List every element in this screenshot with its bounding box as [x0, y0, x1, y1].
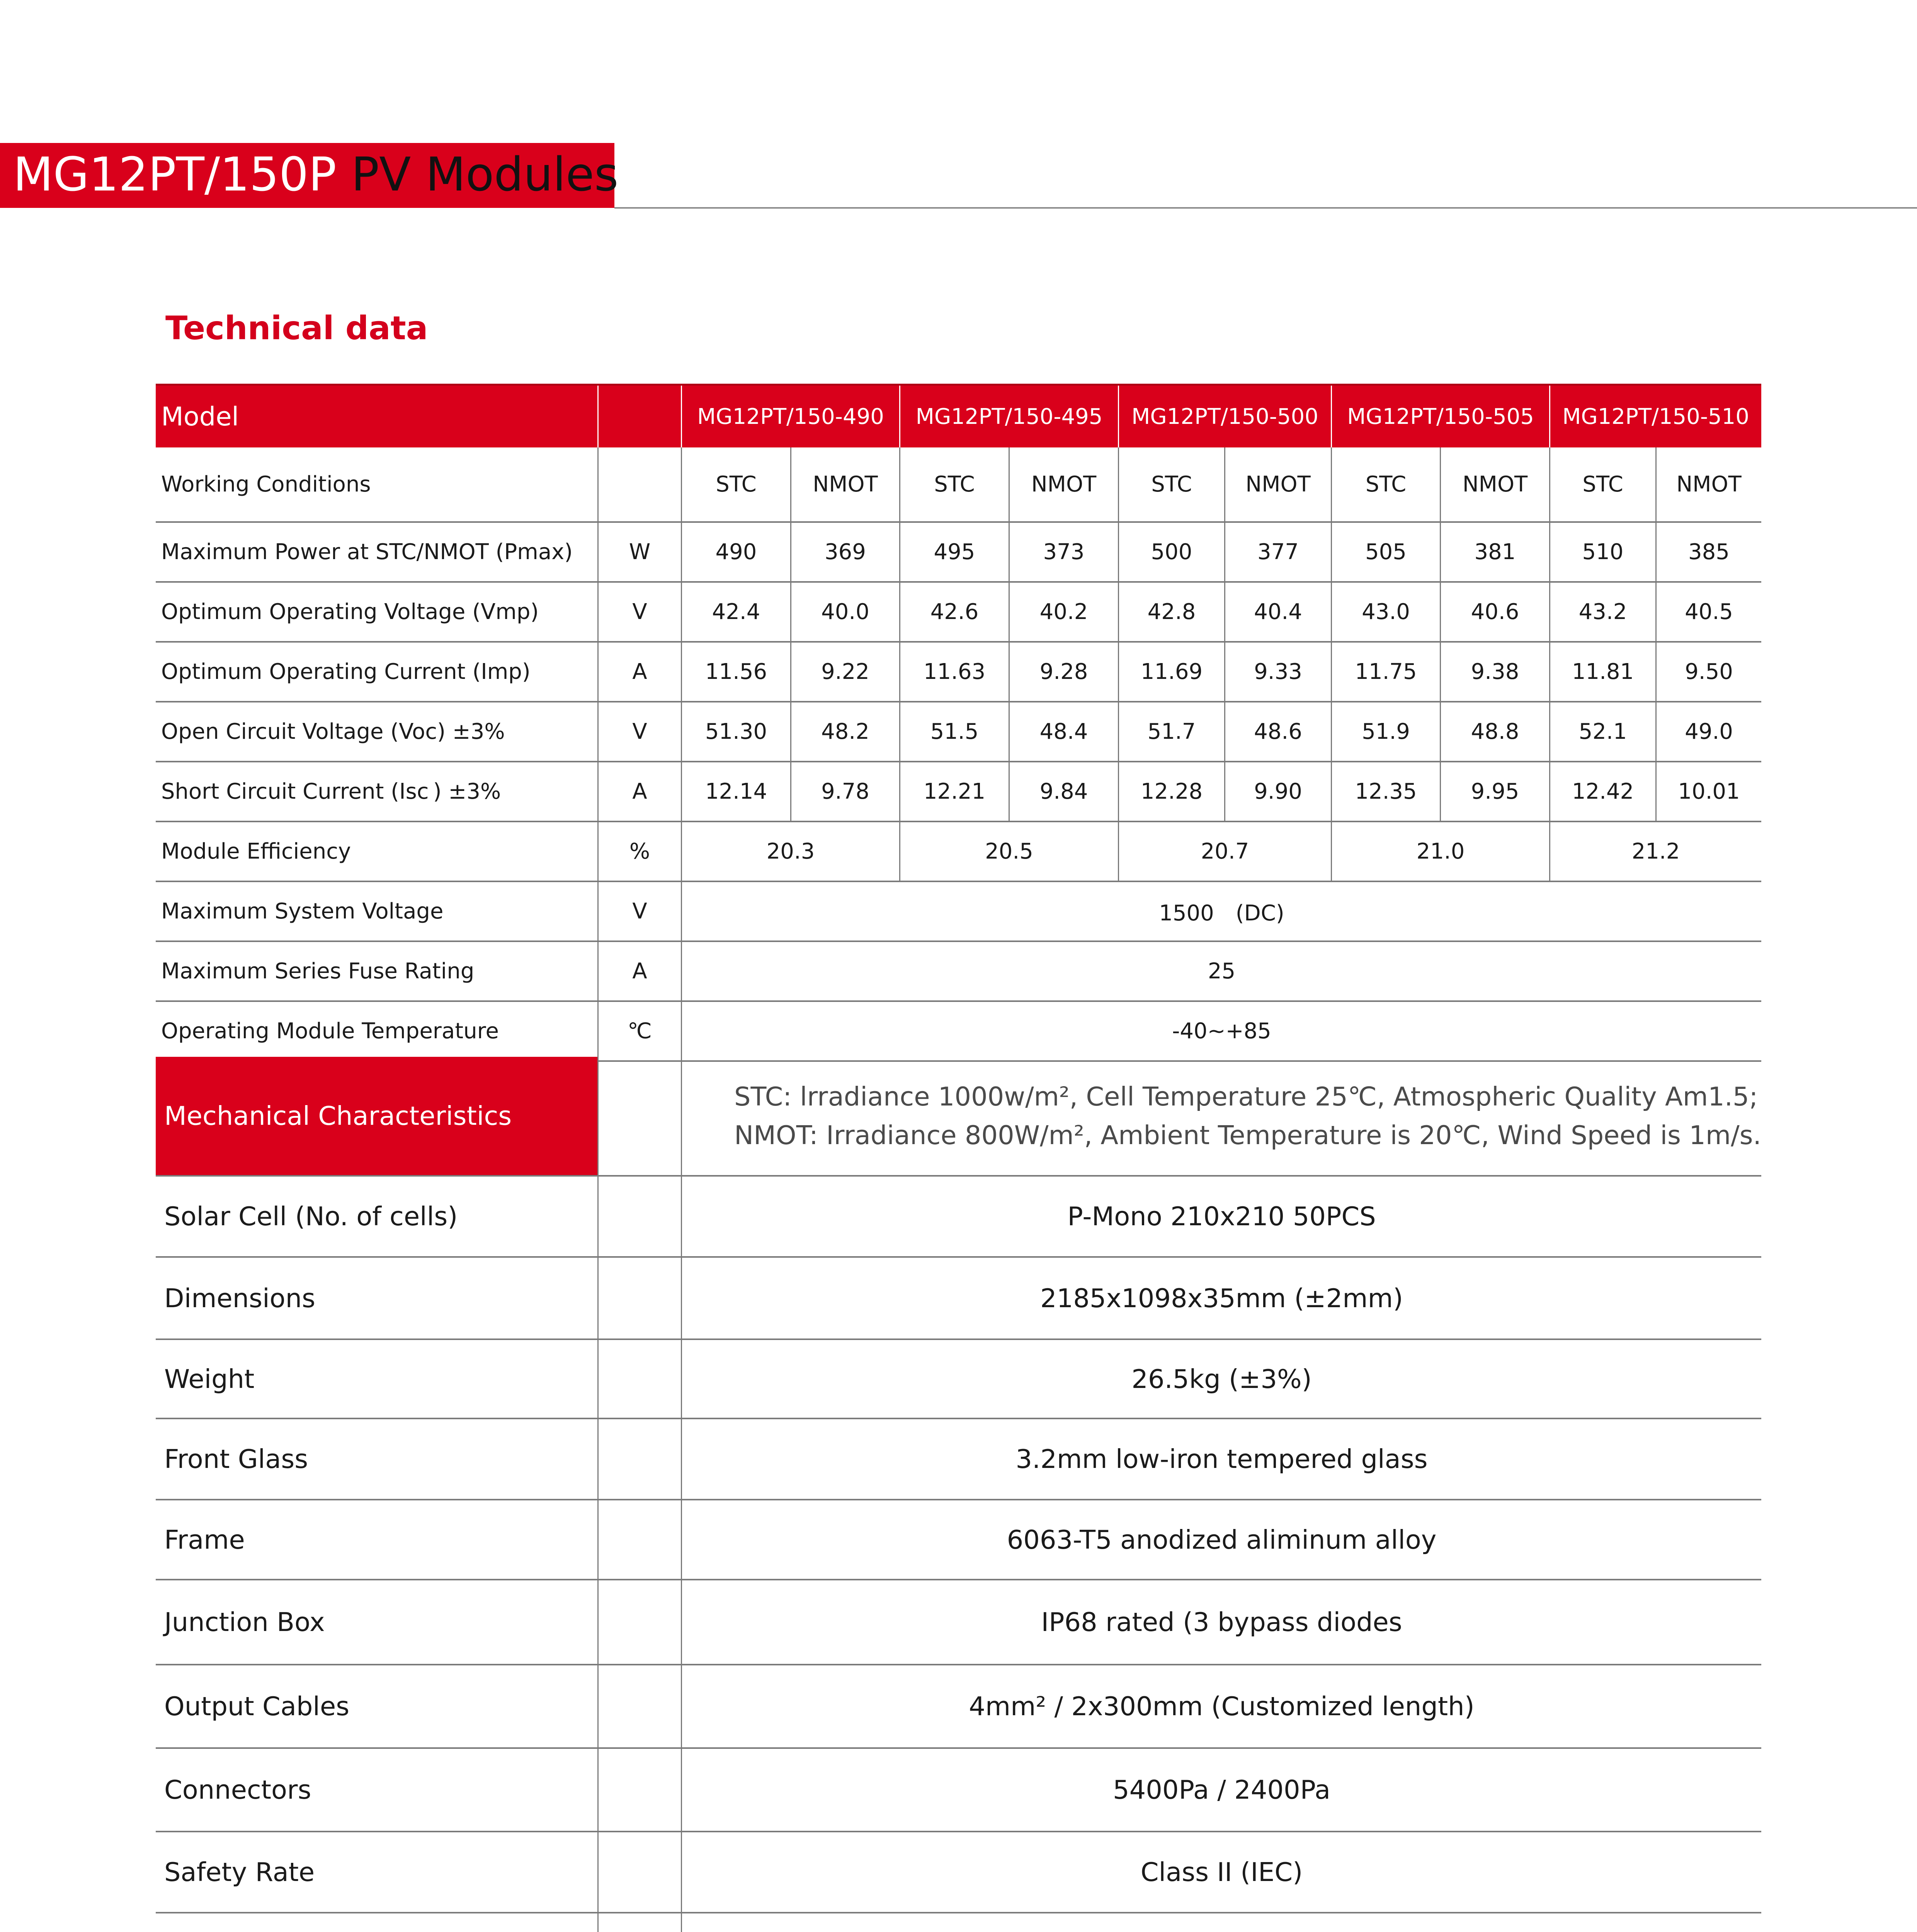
row-value: 9.50 — [1655, 643, 1761, 701]
header-rule — [614, 207, 1917, 209]
page-title — [13, 146, 618, 204]
row-value: 52.1 — [1549, 702, 1655, 761]
condition-label: NMOT — [1655, 447, 1761, 521]
condition-label: STC — [899, 447, 1009, 521]
nmot-note-line: NMOT: Irradiance 800W/m², Ambient Temperature is 20℃, Wind Speed is 1m/s. — [734, 1120, 1761, 1150]
spec-label: Dimensions — [164, 1283, 316, 1313]
spec-unit — [597, 1580, 681, 1664]
spec-unit — [597, 1340, 681, 1418]
spec-label: Output Cables — [164, 1691, 350, 1721]
row-value: 11.63 — [899, 643, 1009, 701]
spec-row — [156, 1419, 1761, 1500]
row-value: 40.2 — [1009, 583, 1118, 641]
row-value: 48.8 — [1440, 702, 1549, 761]
spec-label: Frame — [164, 1524, 245, 1555]
spec-value: P-Mono 210x210 50PCS — [681, 1177, 1761, 1256]
row-unit — [597, 447, 681, 521]
spec-unit — [597, 1177, 681, 1256]
parameter-row — [156, 583, 1761, 643]
spec-value: IP68 rated (3 bypass diodes — [681, 1580, 1761, 1664]
test-conditions-note — [681, 1057, 1761, 1175]
row-value: 42.8 — [1118, 583, 1224, 641]
efficiency-value: 20.3 — [681, 822, 899, 881]
spec-unit — [597, 1913, 681, 1932]
spec-row — [156, 1258, 1761, 1340]
condition-label: STC — [1331, 447, 1440, 521]
spec-value: Class II (IEC) — [681, 1832, 1761, 1912]
row-value: 43.0 — [1331, 583, 1440, 641]
product-line: PV Modules — [351, 148, 619, 202]
model-unit-cell — [597, 386, 681, 447]
row-label: Maximum Series Fuse Rating — [161, 959, 475, 984]
spec-value: 5400Pa / 2400Pa — [681, 1749, 1761, 1831]
spec-unit — [597, 1749, 681, 1831]
spec-label: Safety Rate — [164, 1857, 315, 1887]
row-label: Maximum Power at STC/NMOT (Pmax) — [161, 539, 573, 565]
spec-row — [156, 1580, 1761, 1665]
condition-label: STC — [1549, 447, 1655, 521]
model-name: MG12PT/150-505 — [1331, 386, 1549, 447]
spec-row — [156, 1340, 1761, 1419]
row-value: 11.75 — [1331, 643, 1440, 701]
row-value: 9.22 — [790, 643, 899, 701]
model-name: MG12PT/150-500 — [1118, 386, 1331, 447]
row-value: 12.42 — [1549, 762, 1655, 821]
row-value: -40~+85 — [681, 1002, 1761, 1060]
row-value: 40.4 — [1224, 583, 1331, 641]
model-label: Model — [161, 401, 239, 432]
row-value: 373 — [1009, 523, 1118, 581]
model-name: MG12PT/150-510 — [1549, 386, 1761, 447]
spec-unit — [597, 1665, 681, 1747]
row-unit: V — [597, 583, 681, 641]
row-value: 12.21 — [899, 762, 1009, 821]
row-value: 48.2 — [790, 702, 899, 761]
row-unit: W — [597, 523, 681, 581]
spec-unit — [597, 1832, 681, 1912]
row-value: 9.38 — [1440, 643, 1549, 701]
row-value: 9.78 — [790, 762, 899, 821]
row-label: Open Circuit Voltage (Voc) ±3% — [161, 719, 505, 744]
row-value: 11.56 — [681, 643, 790, 701]
row-value: 40.6 — [1440, 583, 1549, 641]
row-value: 381 — [1440, 523, 1549, 581]
row-value: 51.9 — [1331, 702, 1440, 761]
row-unit: V — [597, 702, 681, 761]
row-value: 10.01 — [1655, 762, 1761, 821]
row-value: 40.5 — [1655, 583, 1761, 641]
row-value: 500 — [1118, 523, 1224, 581]
row-label: Optimum Operating Current (Imp) — [161, 659, 531, 684]
mechanical-table — [156, 1057, 1761, 1932]
row-value: 43.2 — [1549, 583, 1655, 641]
row-value: 42.4 — [681, 583, 790, 641]
parameter-row — [156, 702, 1761, 762]
row-label: Module Efficiency — [161, 839, 351, 864]
mechanical-header-label: Mechanical Characteristics — [156, 1057, 597, 1175]
conditions-row — [156, 447, 1761, 523]
spec-label: Front Glass — [164, 1444, 308, 1474]
mechanical-header-unit — [597, 1057, 681, 1175]
spec-row — [156, 1749, 1761, 1832]
spec-value: 6063-T5 anodized aliminum alloy — [681, 1500, 1761, 1579]
spec-value: 3.2mm low-iron tempered glass — [681, 1419, 1761, 1499]
spec-row — [156, 1913, 1761, 1932]
row-value: 9.84 — [1009, 762, 1118, 821]
spec-unit — [597, 1258, 681, 1338]
parameter-row — [156, 523, 1761, 583]
model-name: MG12PT/150-490 — [681, 386, 899, 447]
row-value: 12.35 — [1331, 762, 1440, 821]
spanned-row — [156, 1002, 1761, 1062]
spec-value: 2185x1098x35mm (±2mm) — [681, 1258, 1761, 1338]
row-label: Working Conditions — [161, 472, 371, 497]
row-value: 369 — [790, 523, 899, 581]
row-value: 9.90 — [1224, 762, 1331, 821]
row-value: 505 — [1331, 523, 1440, 581]
stc-note-line: STC: lrradiance 1000w/m², Cell Temperature 25℃, Atmospheric Quality Am1.5; — [734, 1082, 1758, 1112]
row-value: 40.0 — [790, 583, 899, 641]
row-unit: % — [597, 822, 681, 881]
efficiency-value: 20.5 — [899, 822, 1118, 881]
spec-row — [156, 1665, 1761, 1749]
row-value: 49.0 — [1655, 702, 1761, 761]
row-unit: A — [597, 762, 681, 821]
spanned-row — [156, 942, 1761, 1002]
row-value: 48.4 — [1009, 702, 1118, 761]
spec-row — [156, 1500, 1761, 1580]
parameter-row — [156, 643, 1761, 702]
row-value: 51.30 — [681, 702, 790, 761]
condition-label: NMOT — [1224, 447, 1331, 521]
row-value: 12.14 — [681, 762, 790, 821]
row-label: Short Circuit Current (Isc ) ±3% — [161, 779, 501, 804]
spec-unit — [597, 1500, 681, 1579]
spec-row — [156, 1832, 1761, 1913]
spec-label: Weight — [164, 1364, 255, 1394]
spec-label: Connectors — [164, 1775, 311, 1805]
row-value: 9.95 — [1440, 762, 1549, 821]
section-title: Technical data — [165, 309, 428, 347]
row-value: 490 — [681, 523, 790, 581]
spec-label — [156, 1913, 597, 1932]
model-name: MG12PT/150-495 — [899, 386, 1118, 447]
spec-unit — [597, 1419, 681, 1499]
spec-value — [681, 1913, 1761, 1932]
row-value: 495 — [899, 523, 1009, 581]
row-unit: V — [597, 882, 681, 940]
row-value: 51.5 — [899, 702, 1009, 761]
row-value: 9.28 — [1009, 643, 1118, 701]
efficiency-value: 21.0 — [1331, 822, 1549, 881]
efficiency-row — [156, 822, 1761, 882]
row-value: 25 — [681, 942, 1761, 1000]
condition-label: STC — [1118, 447, 1224, 521]
model-header-row — [156, 384, 1761, 447]
row-value: 9.33 — [1224, 643, 1331, 701]
electrical-table — [156, 384, 1761, 1062]
row-label: Maximum System Voltage — [161, 899, 444, 924]
row-value: 11.81 — [1549, 643, 1655, 701]
row-value: 12.28 — [1118, 762, 1224, 821]
row-value: 510 — [1549, 523, 1655, 581]
row-value: 385 — [1655, 523, 1761, 581]
parameter-row — [156, 762, 1761, 822]
condition-label: NMOT — [1009, 447, 1118, 521]
row-value: 42.6 — [899, 583, 1009, 641]
spec-row — [156, 1177, 1761, 1258]
efficiency-value: 20.7 — [1118, 822, 1331, 881]
model-code: MG12PT/150P — [13, 148, 337, 202]
row-unit: A — [597, 643, 681, 701]
efficiency-value: 21.2 — [1549, 822, 1761, 881]
row-unit: A — [597, 942, 681, 1000]
condition-label: NMOT — [790, 447, 899, 521]
spec-label: Solar Cell (No. of cells) — [164, 1201, 458, 1231]
row-label: Optimum Operating Voltage (Vmp) — [161, 599, 539, 624]
spanned-row — [156, 882, 1761, 942]
row-value: 377 — [1224, 523, 1331, 581]
spec-value: 4mm² / 2x300mm (Customized length) — [681, 1665, 1761, 1747]
row-value: 51.7 — [1118, 702, 1224, 761]
spec-label: Junction Box — [164, 1607, 325, 1637]
row-unit: ℃ — [597, 1002, 681, 1060]
row-value: 48.6 — [1224, 702, 1331, 761]
spec-value: 26.5kg (±3%) — [681, 1340, 1761, 1418]
condition-label: NMOT — [1440, 447, 1549, 521]
condition-label: STC — [681, 447, 790, 521]
mechanical-header-row — [156, 1057, 1761, 1177]
row-value: 1500 (DC) — [681, 882, 1761, 940]
row-label: Operating Module Temperature — [161, 1019, 499, 1044]
row-value: 11.69 — [1118, 643, 1224, 701]
